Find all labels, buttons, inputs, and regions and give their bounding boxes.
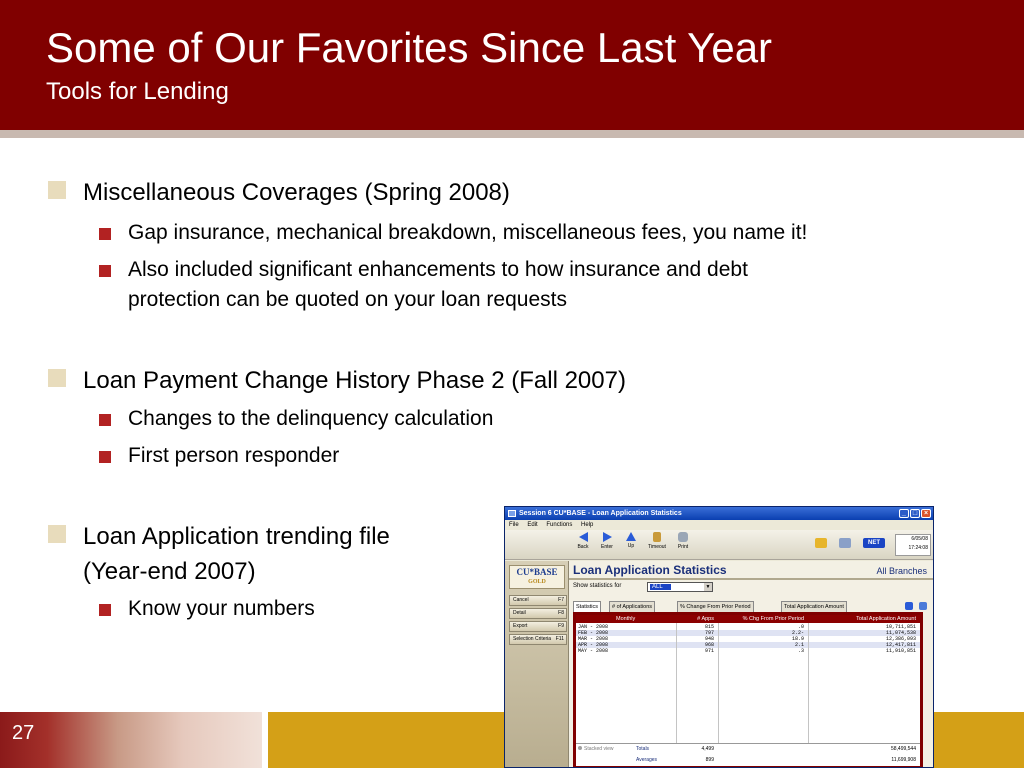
menu-help[interactable]: Help <box>581 522 594 528</box>
detail-label: Detail <box>513 610 526 616</box>
show-statistics-select[interactable] <box>647 582 713 592</box>
selected-value: ALL <box>650 584 671 590</box>
close-icon[interactable]: × <box>921 509 931 518</box>
export-key: F9 <box>558 623 564 629</box>
arrow-right-icon <box>603 532 612 542</box>
timeout-icon <box>653 532 661 542</box>
column-divider <box>808 623 809 743</box>
bullet-square-icon <box>99 414 111 426</box>
selection-criteria-button[interactable] <box>509 634 567 645</box>
bullet-square-icon <box>99 451 111 463</box>
cubase-logo <box>509 565 565 589</box>
mail-icon[interactable] <box>839 538 851 548</box>
tab-number-of-applications[interactable]: # of Applications <box>609 601 655 612</box>
bullet-level1: Loan Payment Change History Phase 2 (Fall 2007) <box>83 367 626 394</box>
cell-month: MAY - 2008 <box>578 648 609 654</box>
cell-amount: 10,711,851 <box>885 624 916 630</box>
detail-button[interactable] <box>509 608 567 619</box>
cell-apps: 797 <box>704 630 714 636</box>
net-button[interactable]: NET <box>863 538 885 548</box>
statistics-grid-frame <box>573 612 923 768</box>
cell-month: JAN - 2008 <box>578 624 609 630</box>
cell-month: FEB - 2008 <box>578 630 609 636</box>
bullet-level2: Changes to the delinquency calculation <box>128 407 494 430</box>
show-statistics-label: Show statistics for <box>573 583 622 589</box>
cell-change: .0 <box>797 624 804 630</box>
side-panel <box>505 561 569 768</box>
window-titlebar <box>505 507 933 520</box>
minimize-icon[interactable]: _ <box>899 509 909 518</box>
selection-criteria-label: Selection Criteria <box>513 636 552 642</box>
export-label: Export <box>513 623 528 629</box>
grid-header-row <box>576 615 920 623</box>
bullet-square-icon <box>48 369 66 387</box>
print-label: Print <box>677 544 689 550</box>
main-panel <box>569 561 933 768</box>
logo-sub-text: GOLD <box>528 579 546 585</box>
cell-month: APR - 2008 <box>578 642 609 648</box>
enter-button[interactable] <box>595 532 619 550</box>
window-title: Session 6 CU*BASE - Loan Application Statistics <box>519 510 682 517</box>
bullet-level1-continuation: (Year-end 2007) <box>83 558 256 585</box>
slide-title: Some of Our Favorites Since Last Year <box>46 24 773 71</box>
slide-number: 27 <box>12 722 35 744</box>
detail-key: F8 <box>558 610 564 616</box>
bullet-square-icon <box>48 181 66 199</box>
timeout-label: Timeout <box>648 544 666 550</box>
column-apps[interactable]: # Apps <box>697 616 714 622</box>
bullet-square-icon <box>99 265 111 277</box>
menu-functions[interactable]: Functions <box>546 522 573 528</box>
footer-gradient-bar <box>0 712 262 768</box>
cell-apps: 971 <box>704 648 714 654</box>
arrow-up-icon <box>626 532 636 541</box>
bullet-level2: Know your numbers <box>128 597 315 620</box>
averages-amount: 11,699,908 <box>891 757 916 763</box>
tab-statistics[interactable]: Statistics <box>573 601 601 612</box>
bullet-square-icon <box>99 604 111 616</box>
folder-icon[interactable] <box>815 538 827 548</box>
cell-change: 2.1 <box>794 642 804 648</box>
column-change[interactable]: % Chg From Prior Period <box>742 616 804 622</box>
cell-apps: 948 <box>704 636 714 642</box>
bullet-level2-continuation: protection can be quoted on your loan requests <box>128 288 567 311</box>
menu-file[interactable]: File <box>509 522 519 528</box>
bullet-level1: Miscellaneous Coverages (Spring 2008) <box>83 179 510 206</box>
time-text: 17:24:08 <box>908 545 928 551</box>
stacked-view-label: Stacked view <box>584 746 614 752</box>
cell-apps: 968 <box>704 642 714 648</box>
cancel-label: Cancel <box>513 597 529 603</box>
back-button[interactable] <box>571 532 595 550</box>
stacked-view-option[interactable] <box>578 744 613 755</box>
panel-divider <box>569 578 933 580</box>
radio-icon <box>578 746 582 750</box>
averages-apps: 899 <box>705 757 714 763</box>
slide-subtitle: Tools for Lending <box>46 78 229 105</box>
totals-row <box>576 744 920 755</box>
selection-criteria-key: F11 <box>555 636 564 642</box>
averages-label: Averages <box>636 757 658 763</box>
date-text: 6/05/08 <box>911 536 928 542</box>
cell-month: MAR - 2008 <box>578 636 609 642</box>
print-icon <box>678 532 688 542</box>
cell-apps: 815 <box>704 624 714 630</box>
date-time-box <box>895 534 931 556</box>
cell-amount: 11,074,538 <box>885 630 916 636</box>
up-label: Up <box>627 543 635 549</box>
tab-total-application-amount[interactable]: Total Application Amount <box>781 601 847 612</box>
totals-amount: 58,499,544 <box>890 746 916 752</box>
cancel-button[interactable] <box>509 595 567 606</box>
bullet-level2: Also included significant enhancements to how insurance and debt <box>128 258 748 281</box>
print-button[interactable] <box>671 532 695 550</box>
chart-icon[interactable] <box>905 602 913 610</box>
up-button[interactable] <box>619 532 643 549</box>
totals-apps: 4,499 <box>701 746 714 752</box>
enter-label: Enter <box>601 544 613 550</box>
tab-percent-change[interactable]: % Change From Prior Period <box>677 601 754 612</box>
column-monthly[interactable]: Monthly <box>616 616 636 622</box>
app-screenshot-window <box>504 506 934 768</box>
menu-bar <box>505 520 933 530</box>
arrow-left-icon <box>579 532 588 542</box>
column-divider <box>676 623 677 743</box>
bullet-level2: Gap insurance, mechanical breakdown, miscellaneous fees, you name it! <box>128 221 808 244</box>
averages-row <box>576 755 920 766</box>
bullet-square-icon <box>48 525 66 543</box>
statistics-grid <box>576 615 920 766</box>
cell-change: .3 <box>797 648 804 654</box>
timeout-button[interactable] <box>645 532 669 550</box>
column-total-amount[interactable]: Total Application Amount <box>856 616 916 622</box>
bullet-level2: First person responder <box>128 444 340 467</box>
menu-edit[interactable]: Edit <box>527 522 538 528</box>
column-divider <box>718 623 719 743</box>
cell-change: 18.9 <box>791 636 804 642</box>
logo-main-text: CU*BASE <box>516 567 558 577</box>
toolbar <box>505 530 933 560</box>
totals-label: Totals <box>636 746 650 752</box>
export-button[interactable] <box>509 621 567 632</box>
maximize-icon[interactable]: □ <box>910 509 920 518</box>
cell-amount: 12,417,811 <box>885 642 916 648</box>
save-icon[interactable] <box>919 602 927 610</box>
branch-label: All Branches <box>876 566 927 576</box>
totals-section <box>576 743 920 766</box>
cell-amount: 11,910,851 <box>885 648 916 654</box>
cancel-key: F7 <box>558 597 564 603</box>
app-icon <box>508 510 516 517</box>
back-label: Back <box>577 544 589 550</box>
bullet-level1: Loan Application trending file <box>83 523 390 550</box>
cell-change: 2.2- <box>791 630 804 636</box>
table-row[interactable] <box>576 648 920 654</box>
bullet-square-icon <box>99 228 111 240</box>
cell-amount: 12,386,093 <box>885 636 916 642</box>
panel-title: Loan Application Statistics <box>573 563 727 577</box>
chevron-down-icon[interactable]: ▼ <box>705 584 711 590</box>
